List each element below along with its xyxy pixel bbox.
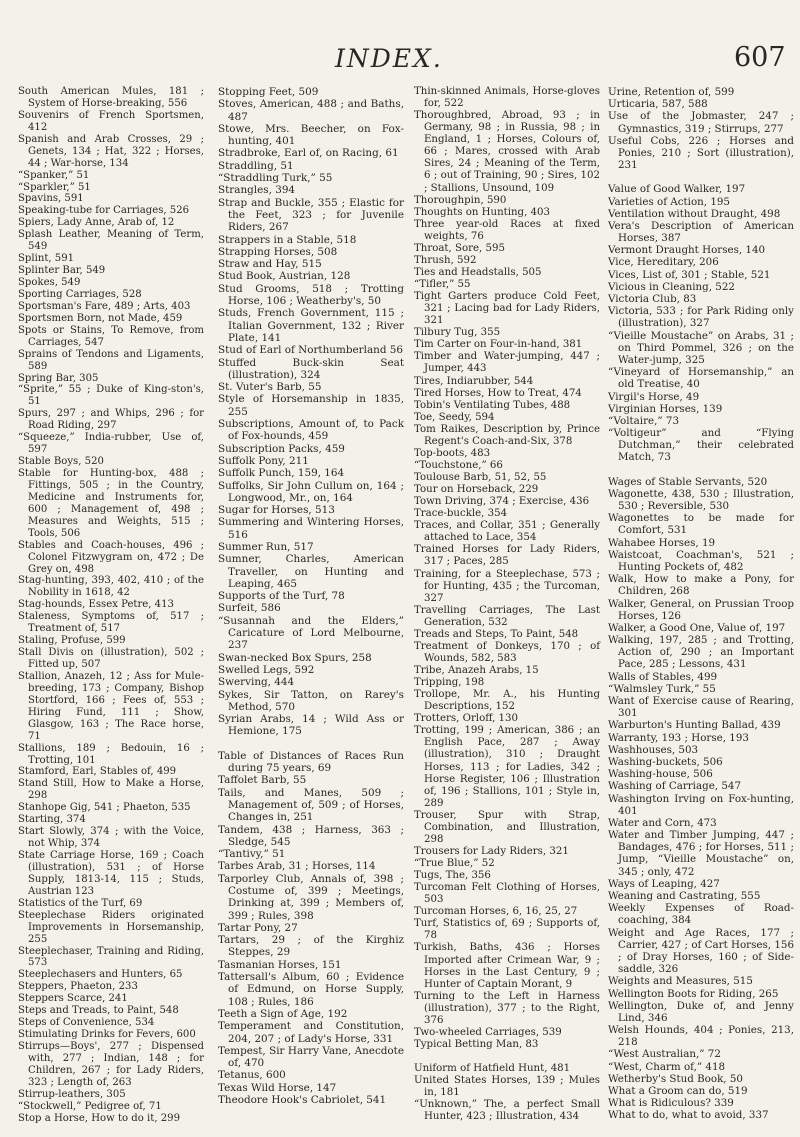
index-entry: Sportsman's Fare, 489 ; Arts, 403 xyxy=(18,300,191,312)
index-entry: Traces, and Collar, 351 ; Generally attached to Lace, 354 xyxy=(414,520,600,544)
index-entry: Wages of Stable Servants, 520 xyxy=(608,475,768,488)
index-entry: Teeth a Sign of Age, 192 xyxy=(218,1007,348,1020)
index-entry: What to do, what to avoid, 337 xyxy=(608,1109,769,1122)
index-entry: Ties and Headstalls, 505 xyxy=(414,266,542,278)
index-entry: Turning to the Left in Harness (illustration), 377 ; to the Right, 376 xyxy=(414,990,600,1026)
index-entry: Stud Grooms, 518 ; Trotting Horse, 106 ; Weatherby's, 50 xyxy=(218,282,404,308)
index-entry: Tartars, 29 ; of the Kirghiz Steppes, 29 xyxy=(218,934,404,959)
index-entry: State Carriage Horse, 169 ; Coach (illustration), 531 ; of Horse Supply, 1813-14, 115 ; Studs, Austrian 123 xyxy=(18,850,204,897)
index-entry: Stall Divis on (illustration), 502 ; Fitted up, 507 xyxy=(18,647,204,670)
index-entry: Theodore Hook's Cabriolet, 541 xyxy=(218,1094,387,1107)
index-entry: Water and Corn, 473 xyxy=(608,816,717,829)
index-entry: Thoughts on Hunting, 403 xyxy=(414,206,550,218)
index-entry: Weights and Measures, 515 xyxy=(608,975,753,988)
index-entry: Value of Good Walker, 197 xyxy=(608,183,746,196)
index-entry: Walker, a Good One, Value of, 197 xyxy=(608,621,786,634)
index-entry: “Unknown,” The, a perfect Small Hunter, 423 ; Illustration, 434 xyxy=(414,1099,600,1123)
index-entry: Table of Distances of Races Run during 75 years, 69 xyxy=(218,749,404,775)
index-entry: Vices, List of, 301 ; Stable, 521 xyxy=(608,268,771,281)
index-entry: Walker, General, on Prussian Troop Horses, 126 xyxy=(608,597,794,622)
index-entry: Style of Horsemanship in 1835, 255 xyxy=(218,393,404,418)
index-entry: South American Mules, 181 ; System of Horse-breaking, 556 xyxy=(18,86,204,109)
index-entry: Stables and Coach-houses, 496 ; Colonel Fitzwygram on, 472 ; De Grey on, 498 xyxy=(18,539,204,575)
index-entry: Straddling, 51 xyxy=(218,159,294,172)
index-entry: Travelling Carriages, The Last Generation, 532 xyxy=(414,604,600,628)
index-entry: Starting, 374 xyxy=(18,814,86,826)
index-entry: Treatment of Donkeys, 170 ; of Wounds, 582, 583 xyxy=(414,640,600,664)
index-entry: Wagonette, 438, 530 ; Illustration, 530 ; Reversible, 530 xyxy=(608,487,794,512)
index-entry: “Stockwell,” Pedigree of, 71 xyxy=(18,1100,162,1112)
index-entry: Stradbroke, Earl of, on Racing, 61 xyxy=(218,147,399,160)
index-entry: Swerving, 444 xyxy=(218,676,295,689)
index-entry: Strangles, 394 xyxy=(218,184,296,197)
index-entry: “Tifler,” 55 xyxy=(414,279,471,290)
index-entry: “West Australian,” 72 xyxy=(608,1048,721,1061)
index-entry: Steppers, Phaeton, 233 xyxy=(18,981,138,993)
index-entry: Useful Cobs, 226 ; Horses and Ponies, 210 ; Sort (illustration), 231 xyxy=(608,134,794,172)
index-entry: Tour on Horseback, 229 xyxy=(414,484,539,496)
index-entry: Three year-old Races at fixed weights, 76 xyxy=(414,218,600,242)
index-entry: Wagonettes to be made for Comfort, 531 xyxy=(608,512,794,537)
index-entry: Spots or Stains, To Remove, from Carriages, 547 xyxy=(18,324,204,348)
index-entry: Use of the Jobmaster, 247 ; Gymnastics, 319 ; Stirrups, 277 xyxy=(608,110,794,135)
index-entry: Tim Carter on Four-in-hand, 381 xyxy=(414,339,583,351)
index-entry: Wahabee Horses, 19 xyxy=(608,536,716,549)
index-entry: Turkish, Baths, 436 ; Horses Imported after Crimean War, 9 ; Horses in the Last Century, 9 ; Hunter of Captain Morant, 9 xyxy=(414,942,600,990)
index-entry: “Sparkler,” 51 xyxy=(18,181,91,193)
index-entry: Strap and Buckle, 355 ; Elastic for the Feet, 323 ; for Juvenile Riders, 267 xyxy=(218,196,404,234)
index-entry: Subscription Packs, 459 xyxy=(218,442,345,455)
index-entry: Thrush, 592 xyxy=(414,254,477,266)
index-entry: Tarporley Club, Annals of, 398 ; Costume of, 399 ; Meetings, Drinking at, 399 ; Members of, 399 ; Rules, 398 xyxy=(218,872,404,922)
index-entry: Toe, Seedy, 594 xyxy=(414,411,495,423)
index-entry: Tilbury Tug, 355 xyxy=(414,327,501,339)
index-entry: Stimulating Drinks for Fevers, 600 xyxy=(18,1029,196,1041)
index-entry: Tight Garters produce Cold Feet, 321 ; Lacing bad for Lady Riders, 321 xyxy=(414,291,600,327)
index-entry: Subscriptions, Amount of, to Pack of Fox-hounds, 459 xyxy=(218,418,404,443)
index-entry: Tripping, 198 xyxy=(414,677,485,689)
index-entry: Straw and Hay, 515 xyxy=(218,258,322,271)
index-column-4 xyxy=(608,86,794,1122)
index-entry: Treads and Steps, To Paint, 548 xyxy=(414,628,579,640)
index-entry: Walk, How to make a Pony, for Children, 268 xyxy=(608,573,794,598)
index-entry: Strapping Horses, 508 xyxy=(218,245,338,258)
index-entry: Vicious in Cleaning, 522 xyxy=(608,280,735,293)
index-entry: Wetherby's Stud Book, 50 xyxy=(608,1072,743,1085)
index-entry: Stud of Earl of Northumberland 56 xyxy=(218,344,404,357)
index-entry: Waistcoat, Coachman's, 521 ; Hunting Pockets of, 482 xyxy=(608,548,794,573)
index-entry: Sprains of Tendons and Ligaments, 589 xyxy=(18,348,204,372)
index-entry: Turcoman Horses, 6, 16, 25, 27 xyxy=(414,906,578,918)
index-entry: Weaning and Castrating, 555 xyxy=(608,890,761,902)
index-entry: Tandem, 438 ; Harness, 363 ; Sledge, 545 xyxy=(218,823,404,848)
index-column-3 xyxy=(414,86,600,1123)
index-entry: Tetanus, 600 xyxy=(218,1069,286,1082)
index-entry: Tattersall's Album, 60 ; Evidence of Edmund, on Horse Supply, 108 ; Rules, 186 xyxy=(218,971,404,1008)
index-entry: Spiers, Lady Anne, Arab of, 12 xyxy=(18,217,175,229)
index-entry: Tugs, The, 356 xyxy=(414,870,491,882)
index-entry: Tartar Pony, 27 xyxy=(218,921,298,934)
index-entry: Toulouse Barb, 51, 52, 55 xyxy=(414,472,547,483)
index-entry: Urine, Retention of, 599 xyxy=(608,86,735,98)
index-entry: Victoria, 533 ; for Park Riding only (illustration), 327 xyxy=(608,305,794,330)
index-entry: Urticaria, 587, 588 xyxy=(608,98,708,111)
index-entry: “Walmsley Turk,” 55 xyxy=(608,682,716,695)
index-entry: Throat, Sore, 595 xyxy=(414,242,505,254)
index-entry: Splint, 591 xyxy=(18,253,75,265)
index-entry: Spanish and Arab Crosses, 29 ; Genets, 134 ; Hat, 322 ; Horses, 44 ; War-horse, 134 xyxy=(18,133,204,169)
index-entry: Sporting Carriages, 528 xyxy=(18,288,142,300)
index-entry: “Vineyard of Horsemanship,” an old Treatise, 40 xyxy=(608,366,794,391)
index-entry: Trotting, 199 ; American, 386 ; an English Pace, 287 ; Away (illustration), 310 ; Draught Horses, 113 ; for Ladies, 342 ; Horse Register, 106 ; Illustration of, 196 ; Stallions, 101 ; Style in, 289 xyxy=(414,725,600,809)
index-entry: Swelled Legs, 592 xyxy=(218,663,315,676)
index-entry: Trained Horses for Lady Riders, 317 ; Paces, 285 xyxy=(414,544,600,568)
index-entry: “Sprite,” 55 ; Duke of King-ston's, 51 xyxy=(18,384,204,408)
index-entry: Sportsmen Born, not Made, 459 xyxy=(18,312,183,324)
index-entry: Staling, Profuse, 599 xyxy=(18,635,126,647)
index-entry: Washing of Carriage, 547 xyxy=(608,780,741,793)
index-entry: Speaking-tube for Carriages, 526 xyxy=(18,205,190,217)
index-entry: Thoroughpin, 590 xyxy=(414,194,507,206)
index-entry: Stanhope Gig, 541 ; Phaeton, 535 xyxy=(18,802,191,814)
index-entry: “Spanker,” 51 xyxy=(18,169,90,181)
index-entry: Surfeit, 586 xyxy=(218,602,281,615)
page-number: 607 xyxy=(734,42,786,73)
index-entry: Steeplechaser, Training and Riding, 573 xyxy=(18,945,204,969)
index-entry: “Straddling Turk,” 55 xyxy=(218,172,333,185)
index-entry: Splinter Bar, 549 xyxy=(18,265,106,277)
index-entry: Wellington, Duke of, and Jenny Lind, 346 xyxy=(608,999,794,1024)
index-entry: United States Horses, 139 ; Mules in, 181 xyxy=(414,1075,600,1099)
index-entry: Vice, Hereditary, 206 xyxy=(608,256,719,269)
index-entry: Varieties of Action, 195 xyxy=(608,195,730,208)
index-entry: Want of Exercise cause of Rearing, 301 xyxy=(608,695,794,720)
index-entry: Stopping Feet, 509 xyxy=(218,86,319,98)
index-entry: Washing-house, 506 xyxy=(608,768,713,781)
index-entry: Trace-buckle, 354 xyxy=(414,508,508,520)
index-entry: Vera's Description of American Horses, 387 xyxy=(608,219,794,245)
index-entry: Ways of Leaping, 427 xyxy=(608,877,720,890)
index-entry: Summer Run, 517 xyxy=(218,540,314,553)
index-entry: Sumner, Charles, American Traveller, on Hunting and Leaping, 465 xyxy=(218,553,404,590)
index-entry: Uniform of Hatfield Hunt, 481 xyxy=(414,1063,571,1074)
index-entry: Trotters, Orloff, 130 xyxy=(414,713,518,725)
index-entry: Studs, French Government, 115 ; Italian Government, 132 ; River Plate, 141 xyxy=(218,307,404,344)
index-entry: Top-boots, 483 xyxy=(414,447,491,459)
index-entry: Stirrups—Boys', 277 ; Dispensed with, 277 ; Indian, 148 ; for Children, 267 ; for Lady Riders, 323 ; Length of, 263 xyxy=(18,1041,204,1088)
index-entry: Stoves, American, 488 ; and Baths, 487 xyxy=(218,98,404,123)
index-entry: “Voltigeur” and “Flying Dutchman,” their celebrated Match, 73 xyxy=(608,427,794,464)
index-entry: Stand Still, How to Make a Horse, 298 xyxy=(18,778,204,802)
index-entry: Steeplechasers and Hunters, 65 xyxy=(18,969,183,981)
index-entry: Warburton's Hunting Ballad, 439 xyxy=(608,719,781,732)
index-entry: “West, Charm of,” 418 xyxy=(608,1060,726,1073)
index-entry: Timber and Water-jumping, 447 ; Jumper, 443 xyxy=(414,351,600,375)
index-column-1 xyxy=(18,86,204,1125)
index-entry: “Squeeze,” India-rubber, Use of, 597 xyxy=(18,432,204,456)
index-entry: Temperament and Constitution, 204, 207 ; of Lady's Horse, 331 xyxy=(218,1020,404,1045)
index-entry: Stallion, Anazeh, 12 ; Ass for Mule-breeding, 173 ; Company, Bishop Stortford, 166 ; Fees of, 553 ; Hiring Fund, 111 ; Show, Glasgow, 163 ; The Race horse, 71 xyxy=(18,670,204,742)
index-entry: Summering and Wintering Horses, 516 xyxy=(218,516,404,541)
index-entry: Vermont Draught Horses, 140 xyxy=(608,244,766,257)
index-entry: What is Ridiculous? 339 xyxy=(608,1097,734,1110)
index-entry: Syrian Arabs, 14 ; Wild Ass or Hemione, 175 xyxy=(218,713,404,738)
index-entry: Victoria Club, 83 xyxy=(608,293,697,305)
index-entry: Turcoman Felt Clothing of Horses, 503 xyxy=(414,882,600,906)
index-entry: “Vieille Moustache” on Arabs, 31 ; on Third Pommel, 326 ; on the Water-jump, 325 xyxy=(608,329,794,366)
index-entry: Spurs, 297 ; and Whips, 296 ; for Road Riding, 297 xyxy=(18,408,204,432)
index-entry: Town Driving, 374 ; Exercise, 436 xyxy=(414,496,590,508)
index-entry: Sugar for Horses, 513 xyxy=(218,504,335,517)
index-entry: Ventilation without Draught, 498 xyxy=(608,207,781,220)
index-entry: Washhouses, 503 xyxy=(608,743,699,756)
index-entry: Walking, 197, 285 ; and Trotting, Action of, 290 ; an Important Pace, 285 ; Lessons, 431 xyxy=(608,634,794,671)
index-entry: Taffolet Barb, 55 xyxy=(218,774,307,787)
index-entry: Supports of the Turf, 78 xyxy=(218,590,345,603)
index-entry: Weight and Age Races, 177 ; Carrier, 427 ; of Cart Horses, 156 ; of Dray Horses, 160 ; of Side-saddle, 326 xyxy=(608,926,794,976)
index-entry: Trouser, Spur with Strap, Combination, and Illustration, 298 xyxy=(414,809,600,845)
index-entry: Sykes, Sir Tatton, on Rarey's Method, 570 xyxy=(218,688,404,713)
index-entry: Walls of Stables, 499 xyxy=(608,670,718,683)
index-entry: Steps and Treads, to Paint, 548 xyxy=(18,1005,179,1017)
index-entry: Tasmanian Horses, 151 xyxy=(218,958,342,971)
index-entry: Start Slowly, 374 ; with the Voice, not Whip, 374 xyxy=(18,826,204,850)
index-entry: Suffolk Pony, 211 xyxy=(218,454,309,467)
index-entry: “Susannah and the Elders,” Caricature of Lord Melbourne, 237 xyxy=(218,614,404,652)
index-entry: St. Vuter's Barb, 55 xyxy=(218,381,322,394)
index-entry: Texas Wild Horse, 147 xyxy=(218,1081,337,1094)
index-column-2 xyxy=(218,86,404,1106)
index-entry: Tribe, Anazeh Arabs, 15 xyxy=(414,665,539,676)
index-entry: “Voltaire,” 73 xyxy=(608,414,680,427)
index-entry: Suffolks, Sir John Cullum on, 164 ; Longwood, Mr., on, 164 xyxy=(218,479,404,504)
index-entry: Tarbes Arab, 31 ; Horses, 114 xyxy=(218,860,376,873)
index-entry: Tom Raikes, Description by, Prince Regent's Coach-and-Six, 378 xyxy=(414,423,600,447)
index-entry: Turf, Statistics of, 69 ; Supports of, 78 xyxy=(414,918,600,942)
index-entry: Stop a Horse, How to do it, 299 xyxy=(18,1112,181,1124)
index-entry: Two-wheeled Carriages, 539 xyxy=(414,1026,562,1038)
index-entry: “Touchstone,” 66 xyxy=(414,459,503,471)
index-entry: Staleness, Symptoms of, 517 ; Treatment of, 517 xyxy=(18,611,204,635)
index-entry: Stud Book, Austrian, 128 xyxy=(218,270,351,283)
index-entry: Training, for a Steeplechase, 573 ; for Hunting, 435 ; the Turcoman, 327 xyxy=(414,568,600,604)
index-entry: Suffolk Punch, 159, 164 xyxy=(218,467,345,480)
index-entry: Tires, Indiarubber, 544 xyxy=(414,375,534,387)
index-entry: What a Groom can do, 519 xyxy=(608,1085,748,1097)
index-entry: Stag-hounds, Essex Petre, 413 xyxy=(18,599,174,611)
index-entry: Strappers in a Stable, 518 xyxy=(218,233,357,246)
index-entry: Spokes, 549 xyxy=(18,277,81,288)
index-entry: Trollope, Mr. A., his Hunting Descriptions, 152 xyxy=(414,689,600,713)
index-entry: “True Blue,” 52 xyxy=(414,858,495,869)
index-entry: Stable for Hunting-box, 488 ; Fittings, 505 ; in the Country, Medicine and Instruments for, 600 ; Management of, 498 ; Measures and Weights, 515 ; Tools, 506 xyxy=(18,468,204,539)
index-entry: Stuffed Buck-skin Seat (illustration), 324 xyxy=(218,356,404,381)
index-entry: Spavins, 591 xyxy=(18,193,84,205)
index-entry: Welsh Hounds, 404 ; Ponies, 213, 218 xyxy=(608,1024,794,1049)
index-entry: Stable Boys, 520 xyxy=(18,456,104,468)
index-entry: Tobin's Ventilating Tubes, 488 xyxy=(414,399,571,411)
index-entry: Steeplechase Riders originated Improvements in Horsemanship, 255 xyxy=(18,909,204,945)
index-entry: Statistics of the Turf, 69 xyxy=(18,897,143,909)
index-entry: Warranty, 193 ; Horse, 193 xyxy=(608,731,749,744)
running-title: INDEX. xyxy=(335,44,443,73)
index-entry: Splash Leather, Meaning of Term, 549 xyxy=(18,229,204,253)
index-entry: Thin-skinned Animals, Horse-gloves for, 522 xyxy=(414,86,600,110)
index-entry: Steps of Convenience, 534 xyxy=(18,1017,155,1029)
index-entry: Water and Timber Jumping, 447 ; Bandages, 476 ; for Horses, 511 ; Jump, “Vieille Moustache” on, 345 ; only, 472 xyxy=(608,829,794,878)
index-entry: “Tantivy,” 51 xyxy=(218,848,286,861)
index-entry: Stamford, Earl, Stables of, 499 xyxy=(18,766,177,778)
index-entry: Typical Betting Man, 83 xyxy=(414,1038,539,1050)
index-entry: Tired Horses, How to Treat, 474 xyxy=(414,387,582,399)
index-entry: Tempest, Sir Harry Vane, Anecdote of, 470 xyxy=(218,1044,404,1070)
index-entry: Stirrup-leathers, 305 xyxy=(18,1088,126,1100)
index-entry: Thoroughbred, Abroad, 93 ; in Germany, 98 ; in Russia, 98 ; in England, 1 ; Horses, Colours of, 66 ; Mares, crossed with Arab Sires, 24 ; Meaning of the Term, 6 ; out of Training, 90 ; Sires, 102 ; Stallions, Unsound, 109 xyxy=(414,110,600,194)
index-entry: Trousers for Lady Riders, 321 xyxy=(414,845,569,857)
index-entry: Stag-hunting, 393, 402, 410 ; of the Nobility in 1618, 42 xyxy=(18,575,204,599)
index-entry: Stowe, Mrs. Beecher, on Fox-hunting, 401 xyxy=(218,122,404,148)
index-entry: Stallions, 189 ; Bedouin, 16 ; Trotting, 101 xyxy=(18,742,204,766)
index-entry: Steppers Scarce, 241 xyxy=(18,993,128,1005)
index-entry: Wellington Boots for Riding, 265 xyxy=(608,987,779,1000)
index-entry: Washington Irving on Fox-hunting, 401 xyxy=(608,792,794,817)
index-entry: Virginian Horses, 139 xyxy=(608,402,723,415)
index-entry: Spring Bar, 305 xyxy=(18,372,99,384)
index-entry: Weekly Expenses of Road-coaching, 384 xyxy=(608,902,794,927)
index-entry: Swan-necked Box Spurs, 258 xyxy=(218,651,372,664)
index-entry: Souvenirs of French Sportsmen, 412 xyxy=(18,109,204,133)
index-entry: Virgil's Horse, 49 xyxy=(608,390,700,403)
index-entry: Tails, and Manes, 509 ; Management of, 509 ; of Horses, Changes in, 251 xyxy=(218,786,404,824)
index-entry: Washing-buckets, 506 xyxy=(608,755,723,768)
